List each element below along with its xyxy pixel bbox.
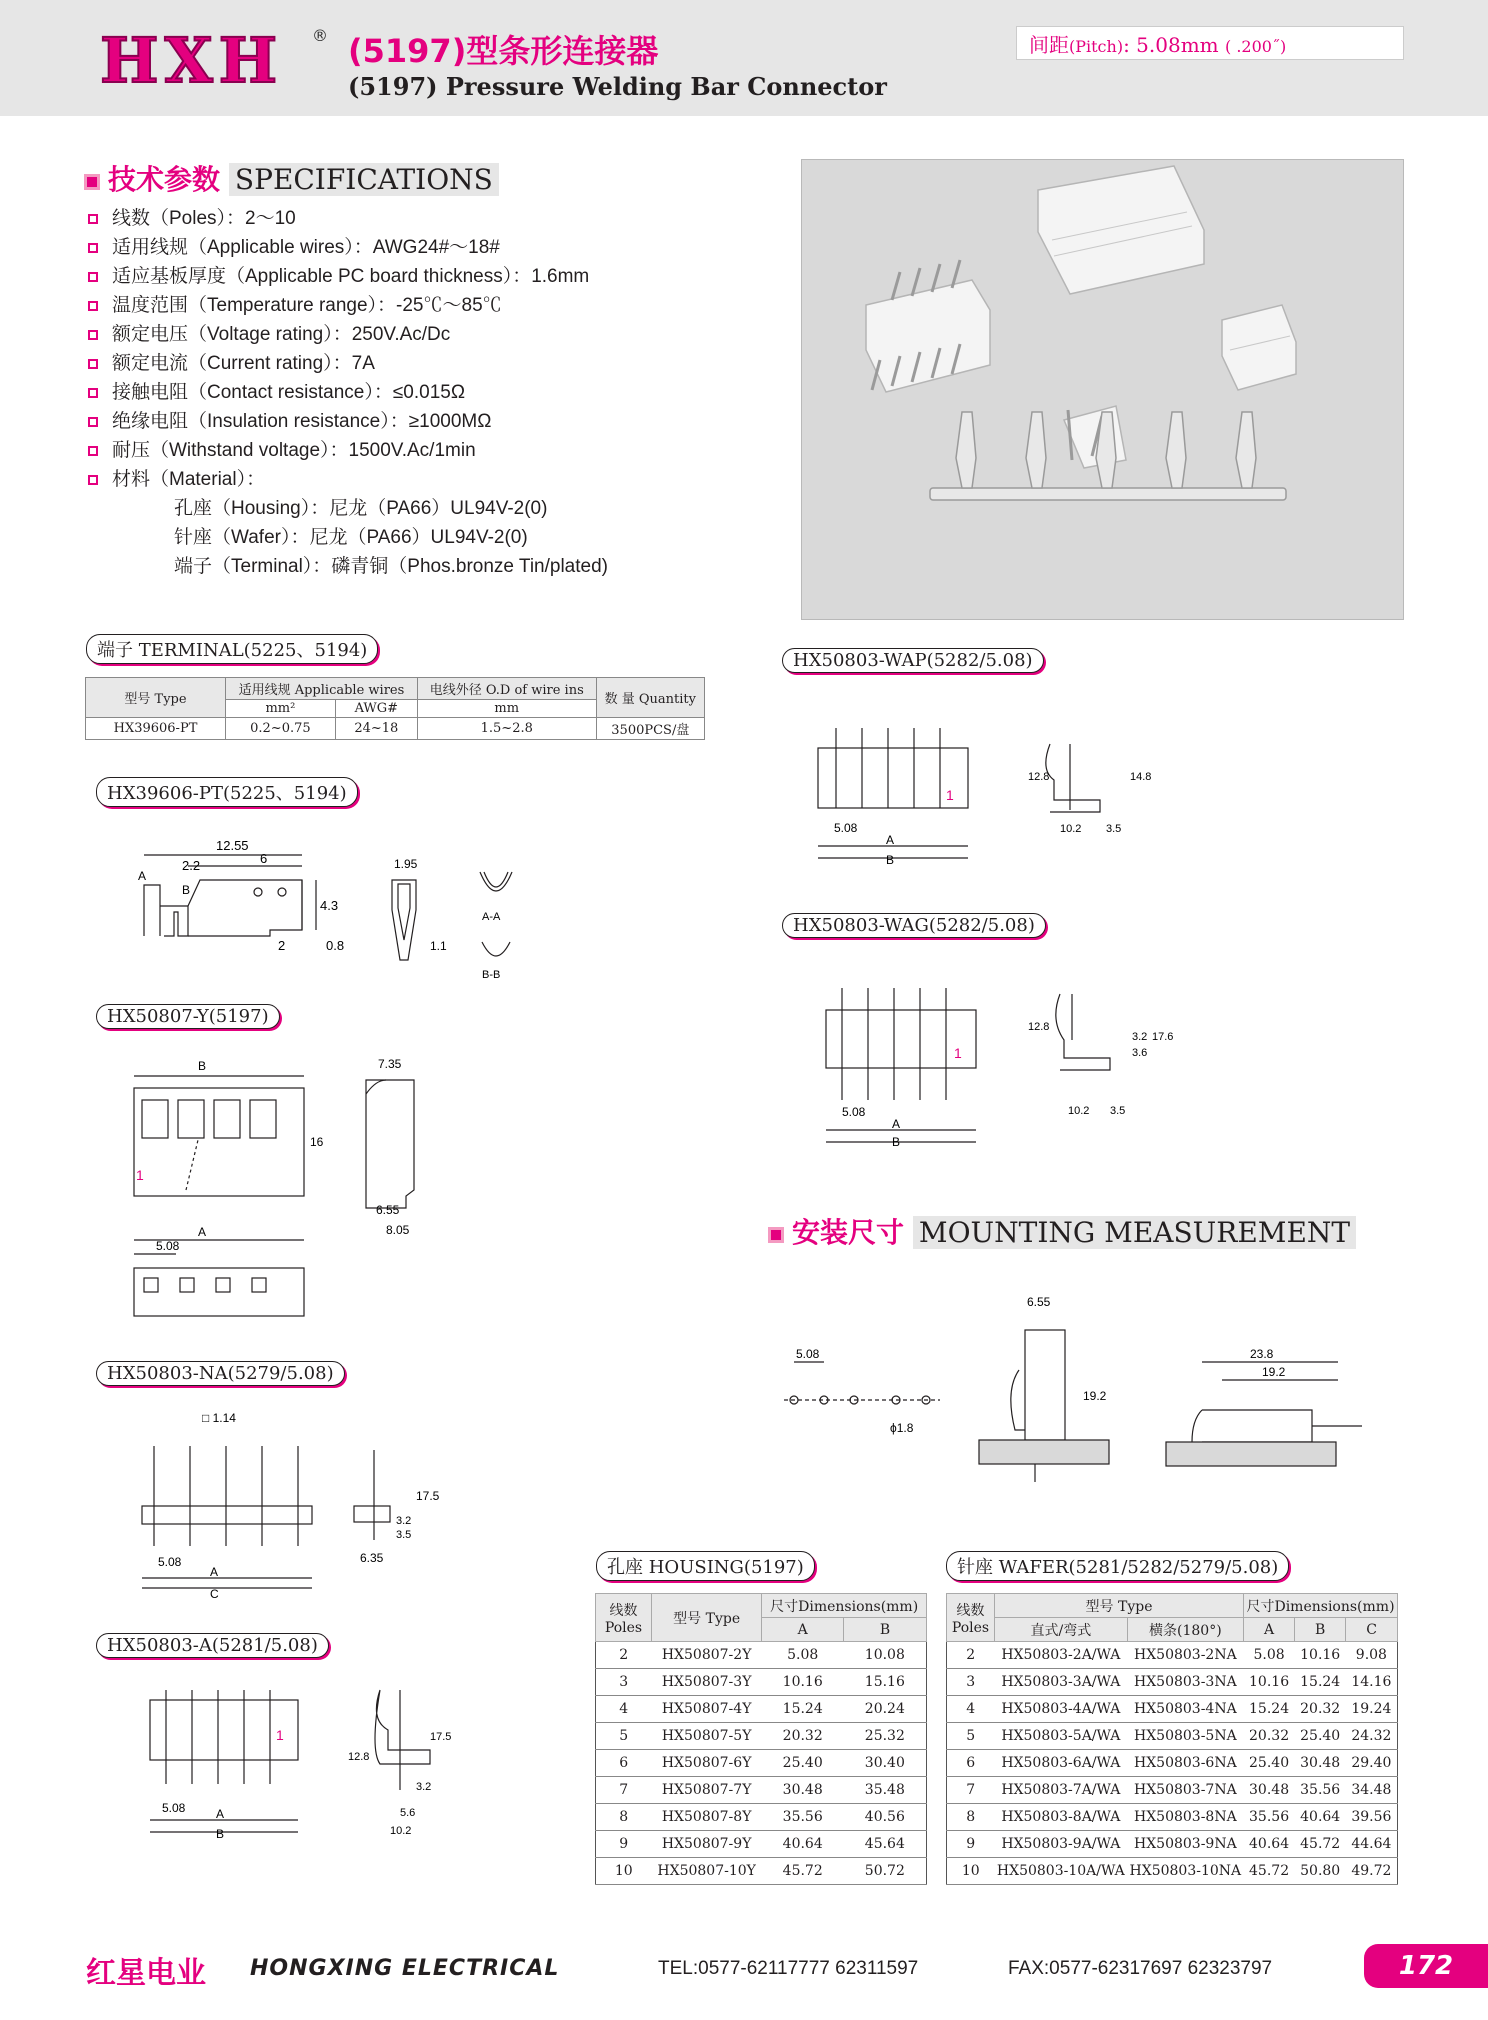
cell: 10.16 xyxy=(1244,1669,1295,1696)
spec-item xyxy=(88,349,608,378)
mounting-title-cn: 安装尺寸 xyxy=(792,1216,905,1249)
wafer-a-front-drawing xyxy=(140,1680,320,1840)
dim-text: 4.3 xyxy=(320,898,339,913)
company-name-en: HONGXING ELECTRICAL xyxy=(250,1956,560,1981)
th-a: A xyxy=(1244,1618,1295,1642)
cell: 5 xyxy=(947,1723,995,1750)
dim-text: 6.35 xyxy=(360,1551,384,1565)
dim-text: 2 xyxy=(278,938,286,953)
cell: HX50807-3Y xyxy=(652,1669,762,1696)
specifications-title-en: SPECIFICATIONS xyxy=(229,163,499,196)
mounting-horizontal-drawing xyxy=(1162,1340,1372,1490)
table-row xyxy=(947,1750,1398,1777)
specifications-list xyxy=(88,204,608,581)
label-wag: HX50803-WAG(5282/5.08) xyxy=(782,913,1046,938)
label-na: HX50803-NA(5279/5.08) xyxy=(96,1361,345,1386)
dim-text: 5.08 xyxy=(834,821,858,835)
bullet-square-icon xyxy=(88,417,98,427)
fax: FAX:0577-62317697 62323797 xyxy=(1008,1958,1273,1979)
cell: HX50807-9Y xyxy=(652,1831,762,1858)
label-pt: HX39606-PT(5225、5194) xyxy=(96,777,358,807)
spec-item xyxy=(88,378,608,407)
th-dim: 尺寸Dimensions(mm) xyxy=(1244,1594,1398,1618)
th-a: A xyxy=(762,1618,844,1642)
cell: 7 xyxy=(947,1777,995,1804)
cell: 4 xyxy=(947,1696,995,1723)
product-photo xyxy=(801,159,1404,620)
cell: 3500PCS/盘 xyxy=(596,718,704,740)
th-wires: 适用线规 Applicable wires xyxy=(226,678,418,700)
pitch-en: (Pitch) xyxy=(1069,37,1124,56)
cell: 5 xyxy=(596,1723,652,1750)
dim-text: 3.5 xyxy=(1110,1105,1126,1117)
table-row xyxy=(596,1831,927,1858)
spec-item xyxy=(88,204,608,233)
th-dim: 尺寸Dimensions(mm) xyxy=(762,1594,927,1618)
cell: 34.48 xyxy=(1346,1777,1398,1804)
cell: HX50807-6Y xyxy=(652,1750,762,1777)
dim-text: 10.2 xyxy=(1060,823,1082,835)
telephone: TEL:0577-62117777 62311597 xyxy=(658,1958,919,1979)
cell: HX50803-5A/WA xyxy=(995,1723,1128,1750)
cell: 30.48 xyxy=(762,1777,844,1804)
cell: 2 xyxy=(947,1642,995,1669)
dim-text: 7.35 xyxy=(378,1057,402,1071)
cell: 40.56 xyxy=(844,1804,927,1831)
wafer-label-en: WAFER(5281/5282/5279/5.08) xyxy=(998,1557,1279,1578)
table-row xyxy=(947,1642,1398,1669)
table-row xyxy=(596,1777,927,1804)
spec-text: 适用线规（Applicable wires）：AWG24#～18# xyxy=(112,237,500,258)
dim-text: B xyxy=(216,1827,225,1841)
table-row xyxy=(596,1723,927,1750)
th-mm2: mm² xyxy=(226,700,336,718)
material-item: 端子（Terminal）：磷青铜（Phos.bronze Tin/plated) xyxy=(174,556,608,577)
bullet-square-icon xyxy=(88,330,98,340)
cell: HX50803-2A/WA xyxy=(995,1642,1128,1669)
cell: 25.40 xyxy=(1244,1750,1295,1777)
cell: 5.08 xyxy=(762,1642,844,1669)
label-wap: HX50803-WAP(5282/5.08) xyxy=(782,648,1044,673)
cell: 6 xyxy=(596,1750,652,1777)
cell: 20.24 xyxy=(844,1696,927,1723)
spec-text: 温度范围（Temperature range）：-25℃～85℃ xyxy=(112,295,502,316)
hxh-logo: HXH xyxy=(100,24,284,97)
dim-text: 14.8 xyxy=(1130,771,1152,783)
dim-text: C xyxy=(210,1587,219,1601)
pitch-inch: ( .200˝) xyxy=(1225,37,1287,56)
connector-photo-illustration xyxy=(802,160,1405,621)
spec-item xyxy=(88,320,608,349)
wafer-wag-front-drawing xyxy=(818,980,988,1150)
dim-text: 17.5 xyxy=(430,1731,452,1743)
dim-text: 1.95 xyxy=(394,857,418,871)
cell: 3 xyxy=(596,1669,652,1696)
bullet-square-icon xyxy=(84,174,100,190)
dim-text: B xyxy=(886,853,895,867)
cell: HX50807-2Y xyxy=(652,1642,762,1669)
cell: 1.5~2.8 xyxy=(417,718,596,740)
wafer-label xyxy=(946,1551,1289,1581)
cell: 45.72 xyxy=(1244,1858,1295,1885)
dim-text: 1 xyxy=(276,1727,284,1743)
cell: 15.24 xyxy=(1295,1669,1346,1696)
mounting-hole-pattern xyxy=(780,1340,950,1450)
dim-text: 1 xyxy=(136,1167,144,1183)
dim-text: 19.2 xyxy=(1083,1389,1107,1403)
cell: 35.56 xyxy=(1295,1777,1346,1804)
dim-text: 10.2 xyxy=(390,1825,412,1837)
cell: 9 xyxy=(947,1831,995,1858)
spec-item xyxy=(88,407,608,436)
cell: HX50803-7NA xyxy=(1127,1777,1243,1804)
dim-text: 1.1 xyxy=(430,939,447,953)
label-a: HX50803-A(5281/5.08) xyxy=(96,1633,329,1658)
dim-text: 3.2 xyxy=(1132,1031,1148,1043)
cell: 35.56 xyxy=(1244,1804,1295,1831)
terminal-label: 端子 TERMINAL(5225、5194) xyxy=(86,634,378,664)
table-row xyxy=(947,1696,1398,1723)
table-row xyxy=(596,1750,927,1777)
dim-text: 12.55 xyxy=(216,838,249,853)
dim-text: 16 xyxy=(310,1135,324,1149)
housing-front-drawing xyxy=(126,1050,326,1200)
dim-text: B xyxy=(182,883,191,897)
th-od: 电线外径 O.D of wire ins xyxy=(417,678,596,700)
wafer-na-side-drawing xyxy=(346,1440,456,1574)
material-item: 针座（Wafer）：尼龙（PA66）UL94V-2(0) xyxy=(174,527,528,548)
cell: 45.72 xyxy=(1295,1831,1346,1858)
specifications-heading xyxy=(84,158,499,198)
mounting-heading xyxy=(768,1211,1356,1251)
dim-text: 17.6 xyxy=(1152,1031,1174,1043)
dim-text: 3.5 xyxy=(1106,823,1122,835)
bullet-square-icon xyxy=(88,446,98,456)
th-poles: 线数 Poles xyxy=(596,1594,652,1642)
cell: 50.72 xyxy=(844,1858,927,1885)
dim-text: A xyxy=(216,1807,225,1821)
cell: 4 xyxy=(596,1696,652,1723)
cell: 5.08 xyxy=(1244,1642,1295,1669)
cell: 35.56 xyxy=(762,1804,844,1831)
dim-text: 5.08 xyxy=(796,1347,820,1361)
cell: HX50807-5Y xyxy=(652,1723,762,1750)
bullet-square-icon xyxy=(88,243,98,253)
spec-text: 绝缘电阻（Insulation resistance）：≥1000MΩ xyxy=(112,411,492,432)
dim-text: 3.5 xyxy=(396,1529,412,1541)
cell: 15.24 xyxy=(762,1696,844,1723)
th-b: B xyxy=(1295,1618,1346,1642)
dim-text: B xyxy=(198,1059,207,1073)
cell: 49.72 xyxy=(1346,1858,1398,1885)
table-row xyxy=(947,1669,1398,1696)
spec-text: 额定电压（Voltage rating）：250V.Ac/Dc xyxy=(112,324,451,345)
cell: HX50803-6A/WA xyxy=(995,1750,1128,1777)
bullet-square-icon xyxy=(88,214,98,224)
th-type: 型号 Type xyxy=(995,1594,1244,1618)
cell: 45.72 xyxy=(762,1858,844,1885)
wafer-na-front-drawing xyxy=(130,1406,340,1602)
spec-text: 接触电阻（Contact resistance）：≤0.015Ω xyxy=(112,382,466,403)
cell: 30.48 xyxy=(1295,1750,1346,1777)
cell: 50.80 xyxy=(1295,1858,1346,1885)
cell: 8 xyxy=(947,1804,995,1831)
th-type: 型号 Type xyxy=(652,1594,762,1642)
table-row xyxy=(947,1804,1398,1831)
bullet-square-icon xyxy=(88,272,98,282)
cell: HX50807-10Y xyxy=(652,1858,762,1885)
dim-text: 12.8 xyxy=(348,1751,370,1763)
housing-bottom-drawing xyxy=(126,1218,326,1318)
dim-text: B-B xyxy=(482,969,501,981)
table-row xyxy=(596,1804,927,1831)
dim-text: 12.8 xyxy=(1028,771,1050,783)
cell: 20.32 xyxy=(1295,1696,1346,1723)
wafer-wag-side-drawing xyxy=(1020,990,1174,1120)
dim-text: 23.8 xyxy=(1250,1347,1274,1361)
cell: 10.08 xyxy=(844,1642,927,1669)
dim-text: A-A xyxy=(482,911,501,923)
page-number: 172 xyxy=(1364,1944,1488,1988)
cell: 35.48 xyxy=(844,1777,927,1804)
dim-text: A xyxy=(210,1565,219,1579)
dim-text: 1 xyxy=(954,1045,962,1061)
cell: 40.64 xyxy=(1244,1831,1295,1858)
dim-text: ϕ1.8 xyxy=(890,1421,914,1435)
terminal-side-drawing xyxy=(386,850,526,980)
housing-label-en: HOUSING(5197) xyxy=(648,1557,804,1578)
cell: 15.16 xyxy=(844,1669,927,1696)
terminal-drawing xyxy=(130,830,390,970)
spec-item xyxy=(88,262,608,291)
dim-text: 6.55 xyxy=(376,1203,400,1217)
terminal-table xyxy=(85,677,705,740)
cell: HX50803-8NA xyxy=(1127,1804,1243,1831)
dim-text: A xyxy=(198,1225,207,1239)
wafer-wap-front-drawing xyxy=(810,718,990,868)
table-row xyxy=(947,1723,1398,1750)
pitch-box xyxy=(1016,26,1404,60)
cell: 7 xyxy=(596,1777,652,1804)
material-item: 孔座（Housing）：尼龙（PA66）UL94V-2(0) xyxy=(174,498,548,519)
th-straight: 直式/弯式 xyxy=(995,1618,1128,1642)
table-row xyxy=(947,1777,1398,1804)
cell: 10 xyxy=(596,1858,652,1885)
th-180: 横条(180°) xyxy=(1127,1618,1243,1642)
cell: 20.32 xyxy=(1244,1723,1295,1750)
cell: 8 xyxy=(596,1804,652,1831)
cell: 45.64 xyxy=(844,1831,927,1858)
wafer-wap-side-drawing xyxy=(1020,740,1150,840)
dim-text: 3.6 xyxy=(1132,1047,1148,1059)
cell: 24.32 xyxy=(1346,1723,1398,1750)
cell: 39.56 xyxy=(1346,1804,1398,1831)
cell: 9 xyxy=(596,1831,652,1858)
housing-label-cn: 孔座 xyxy=(607,1557,643,1578)
th-type: 型号 Type xyxy=(86,678,226,718)
title-english: (5197) Pressure Welding Bar Connector xyxy=(348,72,887,101)
cell: 44.64 xyxy=(1346,1831,1398,1858)
cell: 25.40 xyxy=(762,1750,844,1777)
dim-text: A xyxy=(892,1117,901,1131)
cell: HX50803-9NA xyxy=(1127,1831,1243,1858)
spec-item xyxy=(88,436,608,465)
cell: HX39606-PT xyxy=(86,718,226,740)
table-row xyxy=(596,1669,927,1696)
pitch-cn: 间距 xyxy=(1029,33,1069,57)
th-b: B xyxy=(844,1618,927,1642)
table-row xyxy=(947,1858,1398,1885)
table-row xyxy=(947,1831,1398,1858)
cell: 30.40 xyxy=(844,1750,927,1777)
registered-mark: ® xyxy=(312,26,328,45)
spec-item xyxy=(88,233,608,262)
bullet-square-icon xyxy=(768,1227,784,1243)
spec-text: 材料（Material）： xyxy=(112,469,266,490)
cell: 40.64 xyxy=(1295,1804,1346,1831)
cell: HX50803-9A/WA xyxy=(995,1831,1128,1858)
bullet-square-icon xyxy=(88,388,98,398)
dim-text: 1 xyxy=(946,787,954,803)
dim-text: 2.2 xyxy=(182,858,201,873)
cell: 2 xyxy=(596,1642,652,1669)
dim-text: □ 1.14 xyxy=(202,1411,236,1425)
table-row xyxy=(596,1858,927,1885)
cell: HX50803-3NA xyxy=(1127,1669,1243,1696)
specifications-title-cn: 技术参数 xyxy=(108,163,221,196)
dim-text: 17.5 xyxy=(416,1489,440,1503)
table-row xyxy=(86,718,705,740)
dim-text: 5.08 xyxy=(162,1801,186,1815)
table-row xyxy=(596,1642,927,1669)
housing-side-drawing xyxy=(356,1050,446,1240)
spec-item xyxy=(88,465,608,494)
cell: HX50803-3A/WA xyxy=(995,1669,1128,1696)
cell: 24~18 xyxy=(335,718,417,740)
cell: 25.40 xyxy=(1295,1723,1346,1750)
th-mm: mm xyxy=(417,700,596,718)
dim-text: 5.08 xyxy=(156,1239,180,1253)
th-c: C xyxy=(1346,1618,1398,1642)
bullet-square-icon xyxy=(88,359,98,369)
cell: HX50803-6NA xyxy=(1127,1750,1243,1777)
wafer-table xyxy=(946,1593,1398,1885)
label-y: HX50807-Y(5197) xyxy=(96,1004,280,1029)
cell: 15.24 xyxy=(1244,1696,1295,1723)
dim-text: 8.05 xyxy=(386,1223,410,1237)
cell: HX50803-4NA xyxy=(1127,1696,1243,1723)
cell: 14.16 xyxy=(1346,1669,1398,1696)
dim-text: 12.8 xyxy=(1028,1021,1050,1033)
housing-label xyxy=(596,1551,815,1581)
cell: HX50803-2NA xyxy=(1127,1642,1243,1669)
cell: HX50803-10NA xyxy=(1127,1858,1243,1885)
spec-text: 线数（Poles）：2～10 xyxy=(112,208,296,229)
cell: HX50803-4A/WA xyxy=(995,1696,1128,1723)
th-awg: AWG# xyxy=(335,700,417,718)
cell: 25.32 xyxy=(844,1723,927,1750)
cell: HX50807-8Y xyxy=(652,1804,762,1831)
spec-item xyxy=(88,291,608,320)
cell: HX50803-8A/WA xyxy=(995,1804,1128,1831)
dim-text: 10.2 xyxy=(1068,1105,1090,1117)
dim-text: 19.2 xyxy=(1262,1365,1286,1379)
dim-text: 5.6 xyxy=(400,1807,416,1819)
cell: HX50803-5NA xyxy=(1127,1723,1243,1750)
company-name-cn: 红星电业 xyxy=(86,1956,206,1991)
cell: 3 xyxy=(947,1669,995,1696)
header-bar xyxy=(0,0,1488,116)
cell: 0.2~0.75 xyxy=(226,718,336,740)
dim-text: A xyxy=(138,869,147,883)
table-row xyxy=(596,1696,927,1723)
mounting-vertical-drawing xyxy=(975,1290,1115,1490)
spec-text: 耐压（Withstand voltage）：1500V.Ac/1min xyxy=(112,440,476,461)
dim-text: 5.08 xyxy=(158,1555,182,1569)
housing-table xyxy=(595,1593,927,1885)
spec-text: 额定电流（Current rating）：7A xyxy=(112,353,375,374)
cell: 10.16 xyxy=(1295,1642,1346,1669)
dim-text: 3.2 xyxy=(396,1515,412,1527)
pitch-value: 5.08mm xyxy=(1136,33,1219,57)
pitch-sep: : xyxy=(1123,33,1130,57)
mounting-title-en: MOUNTING MEASUREMENT xyxy=(913,1216,1356,1249)
title-chinese: (5197)型条形连接器 xyxy=(348,32,659,70)
cell: 40.64 xyxy=(762,1831,844,1858)
bullet-square-icon xyxy=(88,475,98,485)
spec-text: 适应基板厚度（Applicable PC board thickness）：1.6mm xyxy=(112,266,590,287)
cell: 20.32 xyxy=(762,1723,844,1750)
cell: HX50807-7Y xyxy=(652,1777,762,1804)
cell: 29.40 xyxy=(1346,1750,1398,1777)
cell: HX50803-7A/WA xyxy=(995,1777,1128,1804)
dim-text: 6.55 xyxy=(1027,1295,1051,1309)
cell: HX50803-10A/WA xyxy=(995,1858,1128,1885)
cell: 30.48 xyxy=(1244,1777,1295,1804)
cell: 10.16 xyxy=(762,1669,844,1696)
dim-text: 3.2 xyxy=(416,1781,432,1793)
wafer-label-cn: 针座 xyxy=(957,1557,993,1578)
dim-text: 0.8 xyxy=(326,938,345,953)
cell: 10 xyxy=(947,1858,995,1885)
dim-text: 5.08 xyxy=(842,1105,866,1119)
dim-text: A xyxy=(886,833,895,847)
cell: 9.08 xyxy=(1346,1642,1398,1669)
wafer-a-side-drawing xyxy=(340,1680,460,1840)
th-qty: 数 量 Quantity xyxy=(596,678,704,718)
dim-text: 6 xyxy=(260,851,268,866)
dim-text: B xyxy=(892,1135,901,1149)
cell: 19.24 xyxy=(1346,1696,1398,1723)
cell: HX50807-4Y xyxy=(652,1696,762,1723)
th-poles: 线数 Poles xyxy=(947,1594,995,1642)
bullet-square-icon xyxy=(88,301,98,311)
cell: 6 xyxy=(947,1750,995,1777)
